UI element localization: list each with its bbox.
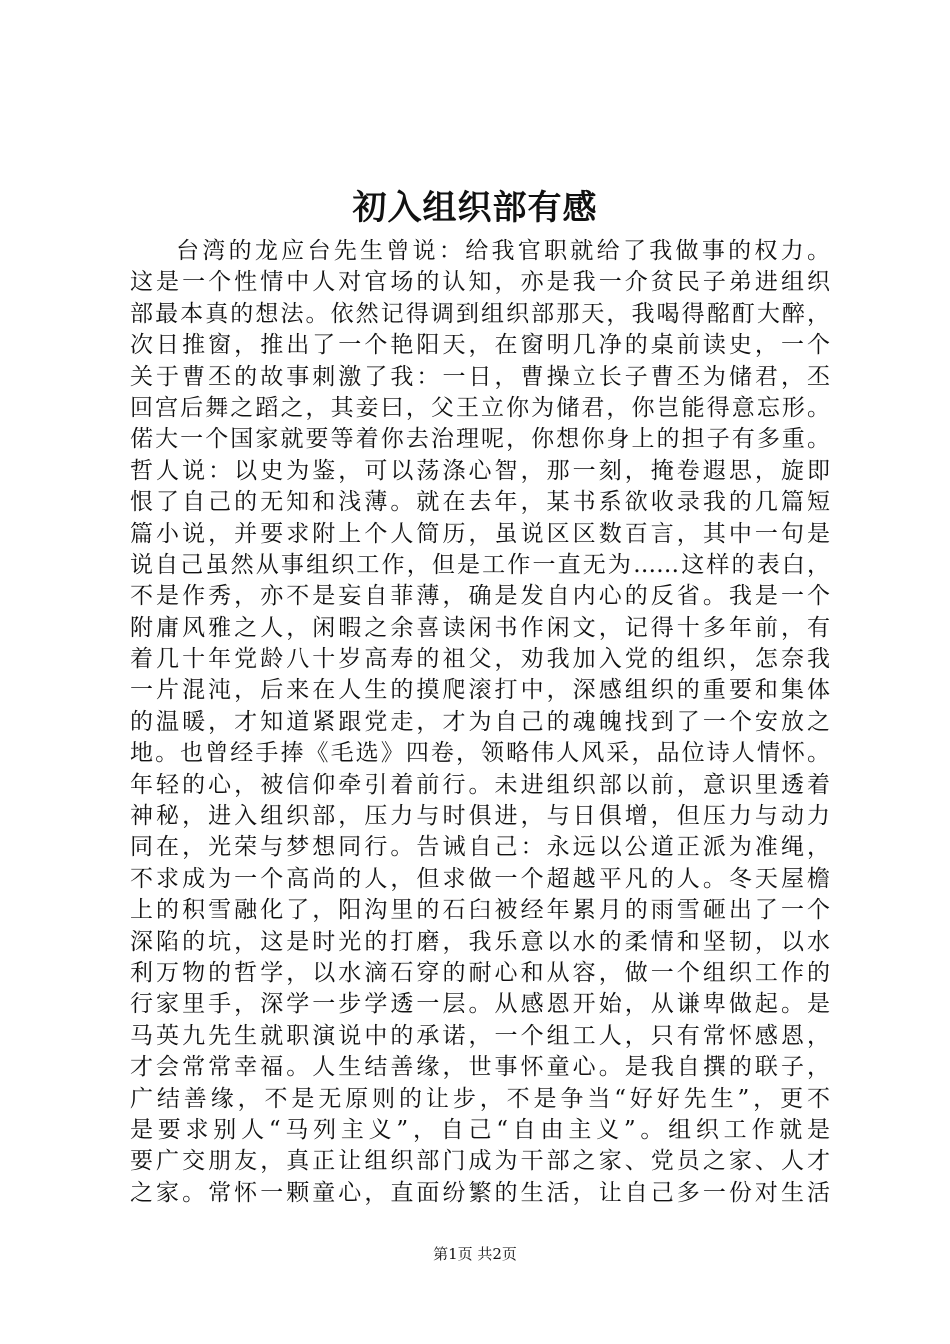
body-line: 地。也曾经手捧《毛选》四卷，领略伟人风采，品位诗人情怀。 <box>130 740 830 767</box>
body-line: 之家。常怀一颗童心，直面纷繁的生活，让自己多一份对生活 <box>130 1179 830 1206</box>
body-line: 上的积雪融化了，阳沟里的石臼被经年累月的雨雪砸出了一个 <box>130 897 830 924</box>
body-line: 篇小说，并要求附上个人简历，虽说区区数百言，其中一句是 <box>130 520 830 547</box>
body-line: 神秘，进入组织部，压力与时俱进，与日俱增，但压力与动力 <box>130 803 830 830</box>
body-line: 偌大一个国家就要等着你去治理呢，你想你身上的担子有多重。 <box>130 426 830 453</box>
document-body <box>130 236 830 1209</box>
body-line: 哲人说：以史为鉴，可以荡涤心智，那一刻，掩卷遐思，旋即 <box>130 457 830 484</box>
body-line: 说自己虽然从事组织工作，但是工作一直无为……这样的表白， <box>130 551 830 578</box>
document-title: 初入组织部有感 <box>352 188 598 228</box>
body-line: 马英九先生就职演说中的承诺，一个组工人，只有常怀感恩， <box>130 1022 830 1049</box>
body-line: 是要求别人“马列主义”，自己“自由主义”。组织工作就是 <box>130 1116 830 1143</box>
body-line: 才会常常幸福。人生结善缘，世事怀童心。是我自撰的联子， <box>130 1054 830 1081</box>
body-line: 广结善缘，不是无原则的让步，不是争当“好好先生”，更不 <box>130 1085 830 1112</box>
body-line: 深陷的坑，这是时光的打磨，我乐意以水的柔情和坚韧，以水 <box>130 928 830 955</box>
body-line: 这是一个性情中人对官场的认知，亦是我一介贫民子弟进组织 <box>130 269 830 296</box>
body-line: 不是作秀，亦不是妄自菲薄，确是发自内心的反省。我是一个 <box>130 583 830 610</box>
body-line: 附庸风雅之人，闲暇之余喜读闲书作闲文，记得十多年前，有 <box>130 614 830 641</box>
body-line: 着几十年党龄八十岁高寿的祖父，劝我加入党的组织，怎奈我 <box>130 646 830 673</box>
body-line: 关于曹丕的故事刺激了我：一日，曹操立长子曹丕为储君，丕 <box>130 363 830 390</box>
body-line: 部最本真的想法。依然记得调到组织部那天，我喝得酩酊大醉， <box>130 300 830 327</box>
body-line: 年轻的心，被信仰牵引着前行。未进组织部以前，意识里透着 <box>130 771 830 798</box>
body-line: 行家里手，深学一步学透一层。从感恩开始，从谦卑做起。是 <box>130 991 830 1018</box>
body-line: 不求成为一个高尚的人，但求做一个超越平凡的人。冬天屋檐 <box>130 865 830 892</box>
body-line: 恨了自己的无知和浅薄。就在去年，某书系欲收录我的几篇短 <box>130 489 830 516</box>
body-line: 的温暖，才知道紧跟党走，才为自己的魂魄找到了一个安放之 <box>130 708 830 735</box>
body-line: 同在，光荣与梦想同行。告诫自己：永远以公道正派为准绳， <box>130 834 830 861</box>
body-line: 回宫后舞之蹈之，其妾曰，父王立你为储君，你岂能得意忘形。 <box>130 394 830 421</box>
body-line: 利万物的哲学，以水滴石穿的耐心和从容，做一个组织工作的 <box>130 959 830 986</box>
body-line: 要广交朋友，真正让组织部门成为干部之家、党员之家、人才 <box>130 1148 830 1175</box>
page-number-footer: 第1页 共2页 <box>433 1245 517 1263</box>
body-line: 一片混沌，后来在人生的摸爬滚打中，深感组织的重要和集体 <box>130 677 830 704</box>
body-line: 次日推窗，推出了一个艳阳天，在窗明几净的桌前读史，一个 <box>130 332 830 359</box>
body-line: 台湾的龙应台先生曾说：给我官职就给了我做事的权力。 <box>176 238 830 264</box>
